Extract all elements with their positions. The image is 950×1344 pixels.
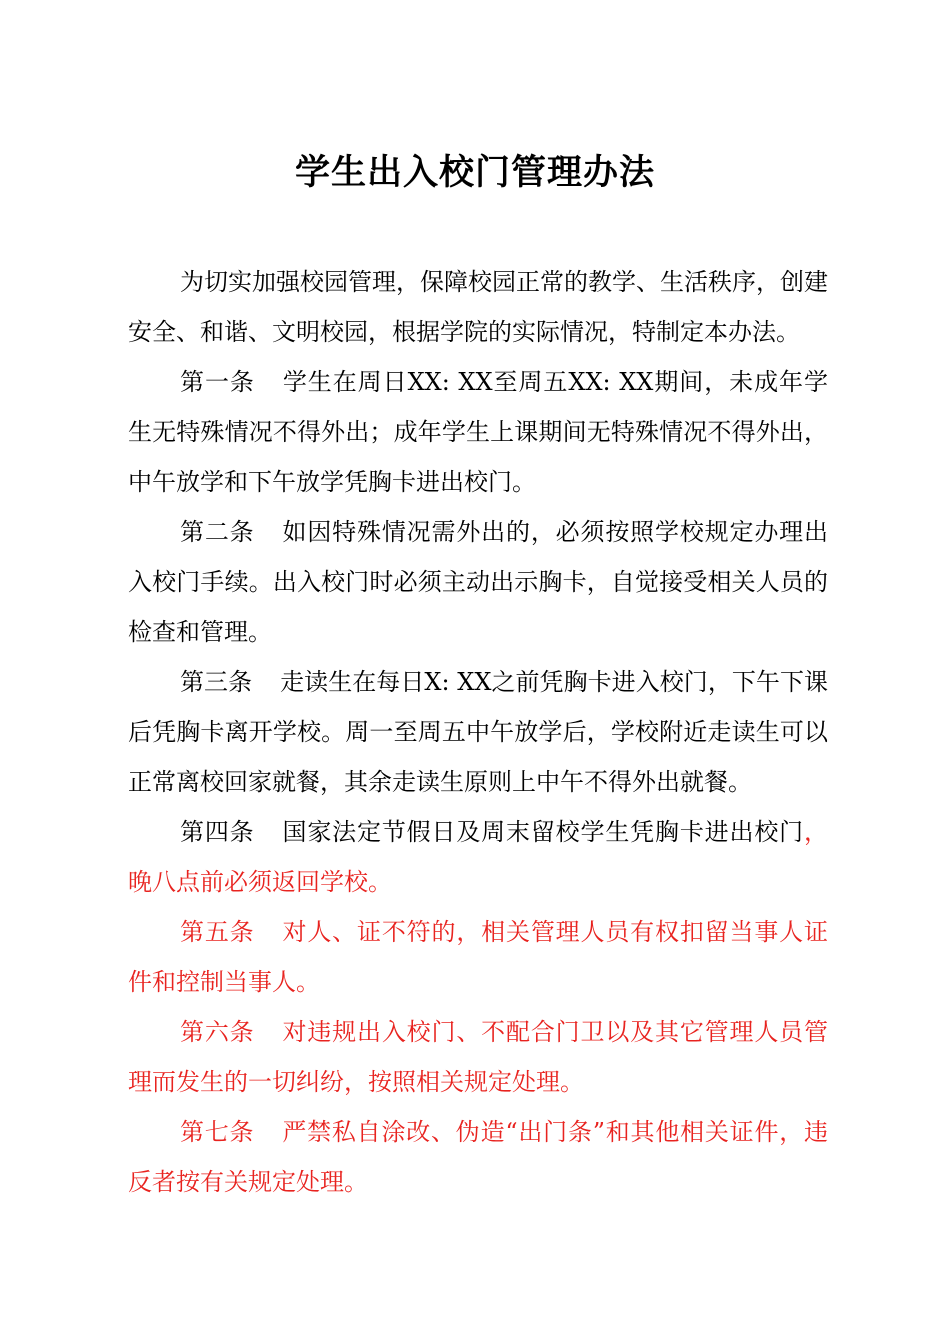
article-text: 严禁私自涂改、伪造“出门条”和其他相关证件，违反者按有关规定处理。 <box>128 1118 828 1196</box>
article-label: 第五条 <box>180 918 255 946</box>
document-body <box>128 257 828 1207</box>
article-text: 对违规出入校门、不配合门卫以及其它管理人员管理而发生的一切纠纷，按照相关规定处理。 <box>128 1018 828 1096</box>
article-text: 如因特殊情况需外出的，必须按照学校规定办理出入校门手续。出入校门时必须主动出示胸卡，自觉接受相关人员的检查和管理。 <box>128 518 828 646</box>
article-2 <box>128 507 828 657</box>
article-4 <box>128 807 828 907</box>
article-text: 国家法定节假日及周末留校学生凭胸卡进出校门 <box>282 818 804 846</box>
article-1 <box>128 357 828 507</box>
article-label: 第三条 <box>180 668 253 696</box>
article-label: 第一条 <box>180 368 255 396</box>
article-text: 走读生在每日X: XX之前凭胸卡进入校门，下午下课后凭胸卡离开学校。周一至周五中午放学后，学校附近走读生可以正常离校回家就餐，其余走读生原则上中午不得外出就餐。 <box>128 668 829 796</box>
article-5 <box>128 907 828 1007</box>
article-6 <box>128 1007 828 1107</box>
article-label: 第七条 <box>180 1118 255 1146</box>
article-7 <box>128 1107 828 1207</box>
intro-paragraph: 为切实加强校园管理，保障校园正常的教学、生活秩序，创建安全、和谐、文明校园，根据学院的实际情况，特制定本办法。 <box>128 268 828 346</box>
article-text: 学生在周日XX: XX至周五XX: XX期间，未成年学生无特殊情况不得外出；成年学生上课期间无特殊情况不得外出，中午放学和下午放学凭胸卡进出校门。 <box>128 368 828 496</box>
document-title: 学生出入校门管理办法 <box>294 153 655 193</box>
article-label: 第四条 <box>180 818 255 846</box>
article-label: 第二条 <box>180 518 255 546</box>
article-text: 对人、证不符的，相关管理人员有权扣留当事人证件和控制当事人。 <box>128 918 828 996</box>
article-3 <box>128 657 828 807</box>
article-text-highlight: ，晚八点前必须返回学校。 <box>128 818 828 896</box>
article-label: 第六条 <box>180 1018 255 1046</box>
